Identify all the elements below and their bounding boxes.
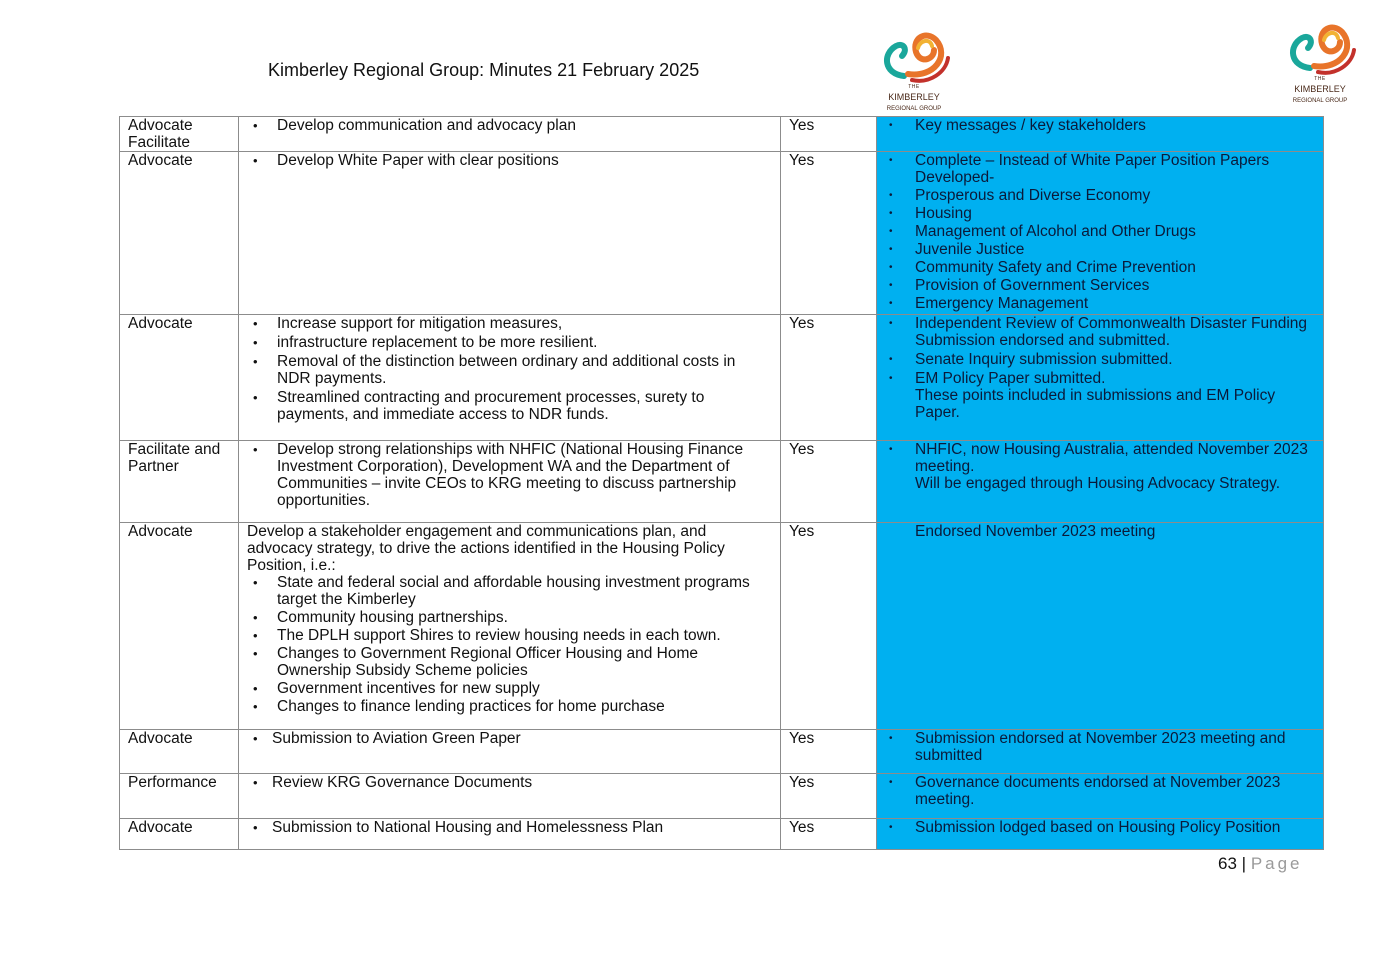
list-item: • Increase support for mitigation measures,: [247, 315, 772, 332]
done-cell: Yes: [781, 730, 877, 774]
status-cell: [877, 819, 1324, 850]
status-cell: [877, 152, 1324, 315]
status-cell: [877, 774, 1324, 819]
list-item: • Key messages / key stakeholders: [885, 117, 1315, 134]
status-note: These points included in submissions and EM Policy Paper.: [915, 387, 1276, 421]
status-cell: [877, 315, 1324, 441]
done-cell: Yes: [781, 819, 877, 850]
status-cell: [877, 730, 1324, 774]
action-cell: [239, 441, 781, 523]
kimberley-swirl-icon: [874, 26, 954, 88]
role-cell: Performance: [120, 774, 239, 819]
page-label: Page: [1250, 854, 1303, 873]
list-item: • Submission endorsed at November 2023 meeting and submitted: [885, 730, 1315, 764]
list-item: • Submission to National Housing and Homelessness Plan: [247, 819, 772, 836]
list-item: • EM Policy Paper submitted.: [885, 370, 1315, 387]
done-cell: Yes: [781, 315, 877, 441]
list-item: • Develop communication and advocacy plan: [247, 117, 772, 134]
list-item: • State and federal social and affordable housing investment programs target the Kimberley: [247, 574, 772, 608]
page-number: 63: [1218, 854, 1237, 873]
table-row: [120, 441, 1324, 523]
table-row: [120, 315, 1324, 441]
action-cell: [239, 819, 781, 850]
table-row: [120, 730, 1324, 774]
status-text: Endorsed November 2023 meeting: [915, 523, 1156, 540]
done-cell: Yes: [781, 774, 877, 819]
role-cell: Advocate: [120, 523, 239, 730]
list-item: • Develop strong relationships with NHFIC (National Housing Finance Investment Corporation), Development WA and the Department of Communities – invite CEOs to KRG meeting to discuss partnership opportunities.: [247, 441, 772, 509]
list-item: • The DPLH support Shires to review housing needs in each town.: [247, 627, 772, 644]
list-item: • Community housing partnerships.: [247, 609, 772, 626]
logo-wordmark: THE KIMBERLEY REGIONAL GROUP: [886, 84, 942, 112]
list-item: • NHFIC, now Housing Australia, attended November 2023 meeting.: [885, 441, 1315, 475]
list-item: • Review KRG Governance Documents: [247, 774, 772, 791]
list-item: • Prosperous and Diverse Economy: [885, 187, 1315, 204]
minutes-table: [119, 116, 1324, 850]
table-row: [120, 819, 1324, 850]
list-item: • Management of Alcohol and Other Drugs: [885, 223, 1315, 240]
table-row: [120, 774, 1324, 819]
action-intro: Develop a stakeholder engagement and communications plan, and advocacy strategy, to drive the actions identified in the Housing Policy Position, i.e.:: [247, 523, 725, 574]
role-cell: Facilitate and Partner: [120, 441, 239, 523]
list-item: • Government incentives for new supply: [247, 680, 772, 697]
list-item: • Changes to finance lending practices for home purchase: [247, 698, 772, 715]
action-cell: [239, 117, 781, 152]
list-item: • Governance documents endorsed at November 2023 meeting.: [885, 774, 1315, 808]
kimberley-logo: [874, 26, 954, 112]
action-cell: [239, 315, 781, 441]
role-cell: Advocate: [120, 315, 239, 441]
table-row: [120, 117, 1324, 152]
done-cell: Yes: [781, 523, 877, 730]
role-cell: Advocate Facilitate: [120, 117, 239, 152]
action-cell: [239, 730, 781, 774]
action-cell: [239, 523, 781, 730]
role-cell: Advocate: [120, 819, 239, 850]
list-item: • Develop White Paper with clear positions: [247, 152, 772, 169]
kimberley-logo-secondary: [1280, 18, 1360, 104]
list-item: • Submission lodged based on Housing Policy Position: [885, 819, 1315, 836]
list-item: • Independent Review of Commonwealth Disaster Funding Submission endorsed and submitted.: [885, 315, 1315, 349]
list-item: • Streamlined contracting and procurement processes, surety to payments, and immediate access to NDR funds.: [247, 389, 772, 423]
list-item: • Changes to Government Regional Officer Housing and Home Ownership Subsidy Scheme policies: [247, 645, 772, 679]
page-footer: [1218, 854, 1303, 874]
list-item: • Housing: [885, 205, 1315, 222]
list-item: • Emergency Management: [885, 295, 1315, 312]
kimberley-swirl-icon: [1280, 18, 1360, 80]
role-cell: Advocate: [120, 730, 239, 774]
status-cell: [877, 523, 1324, 730]
done-cell: Yes: [781, 152, 877, 315]
status-note: Will be engaged through Housing Advocacy Strategy.: [915, 475, 1281, 492]
role-cell: Advocate: [120, 152, 239, 315]
list-item: • Removal of the distinction between ordinary and additional costs in NDR payments.: [247, 353, 772, 387]
list-item: • Senate Inquiry submission submitted.: [885, 351, 1315, 368]
logo-wordmark: THE KIMBERLEY REGIONAL GROUP: [1292, 76, 1348, 104]
action-cell: [239, 774, 781, 819]
status-cell: [877, 117, 1324, 152]
list-item: • Juvenile Justice: [885, 241, 1315, 258]
done-cell: Yes: [781, 441, 877, 523]
list-item: • Community Safety and Crime Prevention: [885, 259, 1315, 276]
table-row: [120, 152, 1324, 315]
table-row: [120, 523, 1324, 730]
done-cell: Yes: [781, 117, 877, 152]
list-item: • Submission to Aviation Green Paper: [247, 730, 772, 747]
list-item: • Complete – Instead of White Paper Position Papers Developed-: [885, 152, 1315, 186]
list-item: • Provision of Government Services: [885, 277, 1315, 294]
action-cell: [239, 152, 781, 315]
status-cell: [877, 441, 1324, 523]
list-item: • infrastructure replacement to be more resilient.: [247, 334, 772, 351]
document-title: Kimberley Regional Group: Minutes 21 February 2025: [268, 60, 700, 80]
page-separator: |: [1241, 854, 1247, 873]
